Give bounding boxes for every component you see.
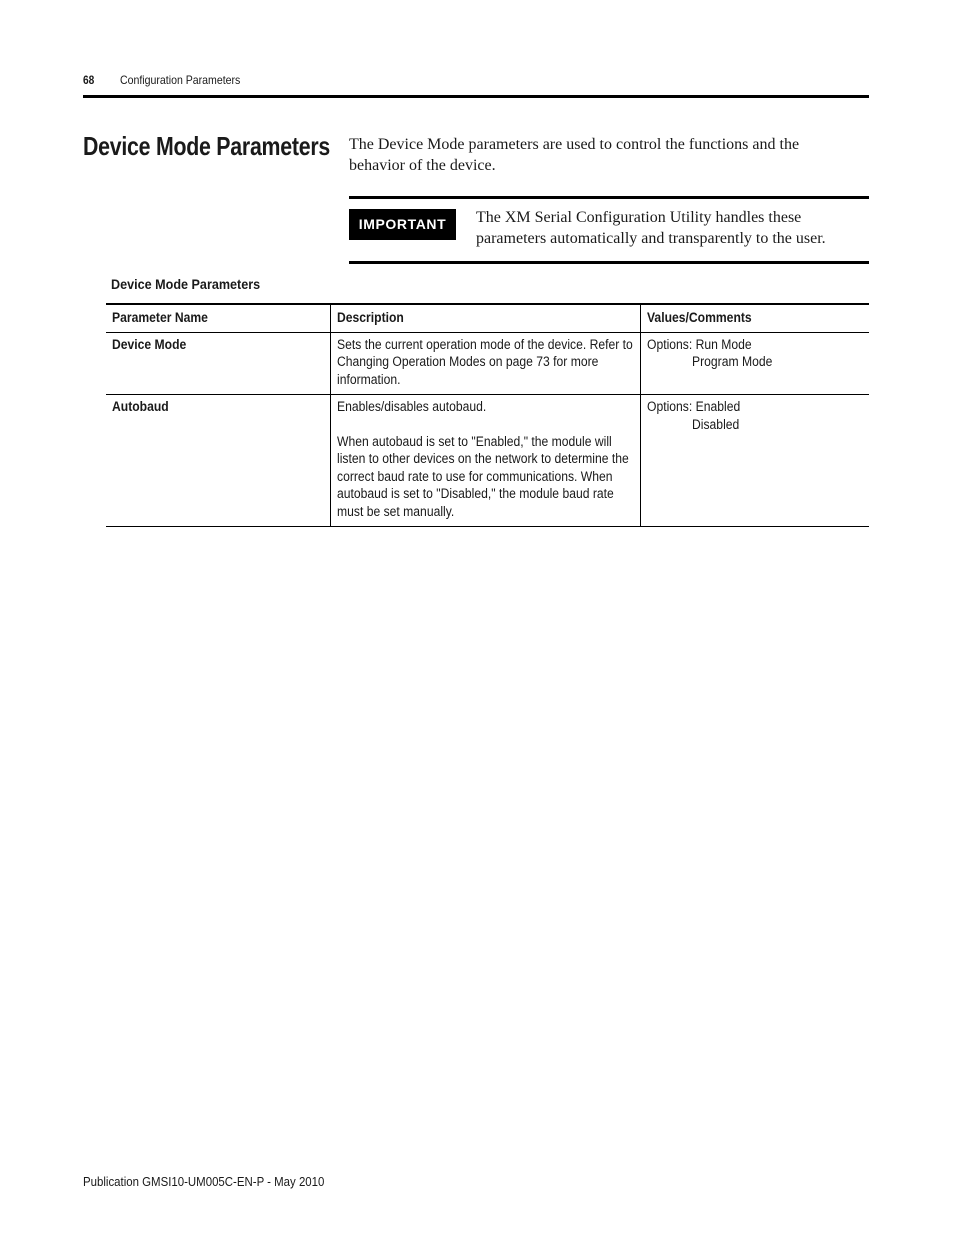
parameter-name-cell: Autobaud: [112, 399, 169, 414]
description-text: When autobaud is set to "Enabled," the module will listen to other devices on the network to determine the correct baud rate to use for communications. When autobaud is set to "Disabled," the module baud rate must be set manually.: [337, 433, 629, 519]
table-row: [106, 332, 869, 395]
publication-footer: Publication GMSI10-UM005C-EN-P - May 2010: [83, 1174, 325, 1189]
header-parameter-name: Parameter Name: [112, 310, 208, 325]
important-text: The XM Serial Configuration Utility handles these parameters automatically and transparently to the user.: [476, 209, 826, 247]
header-rule: [83, 95, 869, 98]
option-line: Options: Run Mode: [647, 336, 752, 352]
running-header: Configuration Parameters: [120, 73, 241, 87]
option-line: Program Mode: [692, 354, 773, 369]
section-title: Device Mode Parameters: [83, 131, 331, 161]
table-row: [106, 395, 869, 527]
values-cell: [641, 395, 870, 527]
description-cell: [331, 395, 641, 527]
table-header-row: [106, 304, 869, 332]
values-cell: [641, 332, 870, 395]
page-number: 68: [83, 73, 95, 87]
description-cell: [331, 332, 641, 395]
description-text: Enables/disables autobaud.: [337, 399, 487, 414]
important-callout: [349, 196, 869, 264]
parameter-name-cell: Device Mode: [112, 336, 187, 352]
option-line: Options: Enabled: [647, 399, 741, 414]
option-line: Disabled: [692, 416, 740, 432]
intro-paragraph: The Device Mode parameters are used to control the functions and the behavior of the device.: [349, 136, 800, 174]
description-text: Sets the current operation mode of the device. Refer to Changing Operation Modes on page 73 for more information.: [337, 336, 633, 387]
header-values-comments: Values/Comments: [641, 304, 870, 332]
header-description: Description: [331, 304, 641, 332]
table-caption: Device Mode Parameters: [111, 276, 261, 292]
important-badge: IMPORTANT: [349, 209, 456, 240]
parameters-table: [106, 303, 869, 527]
